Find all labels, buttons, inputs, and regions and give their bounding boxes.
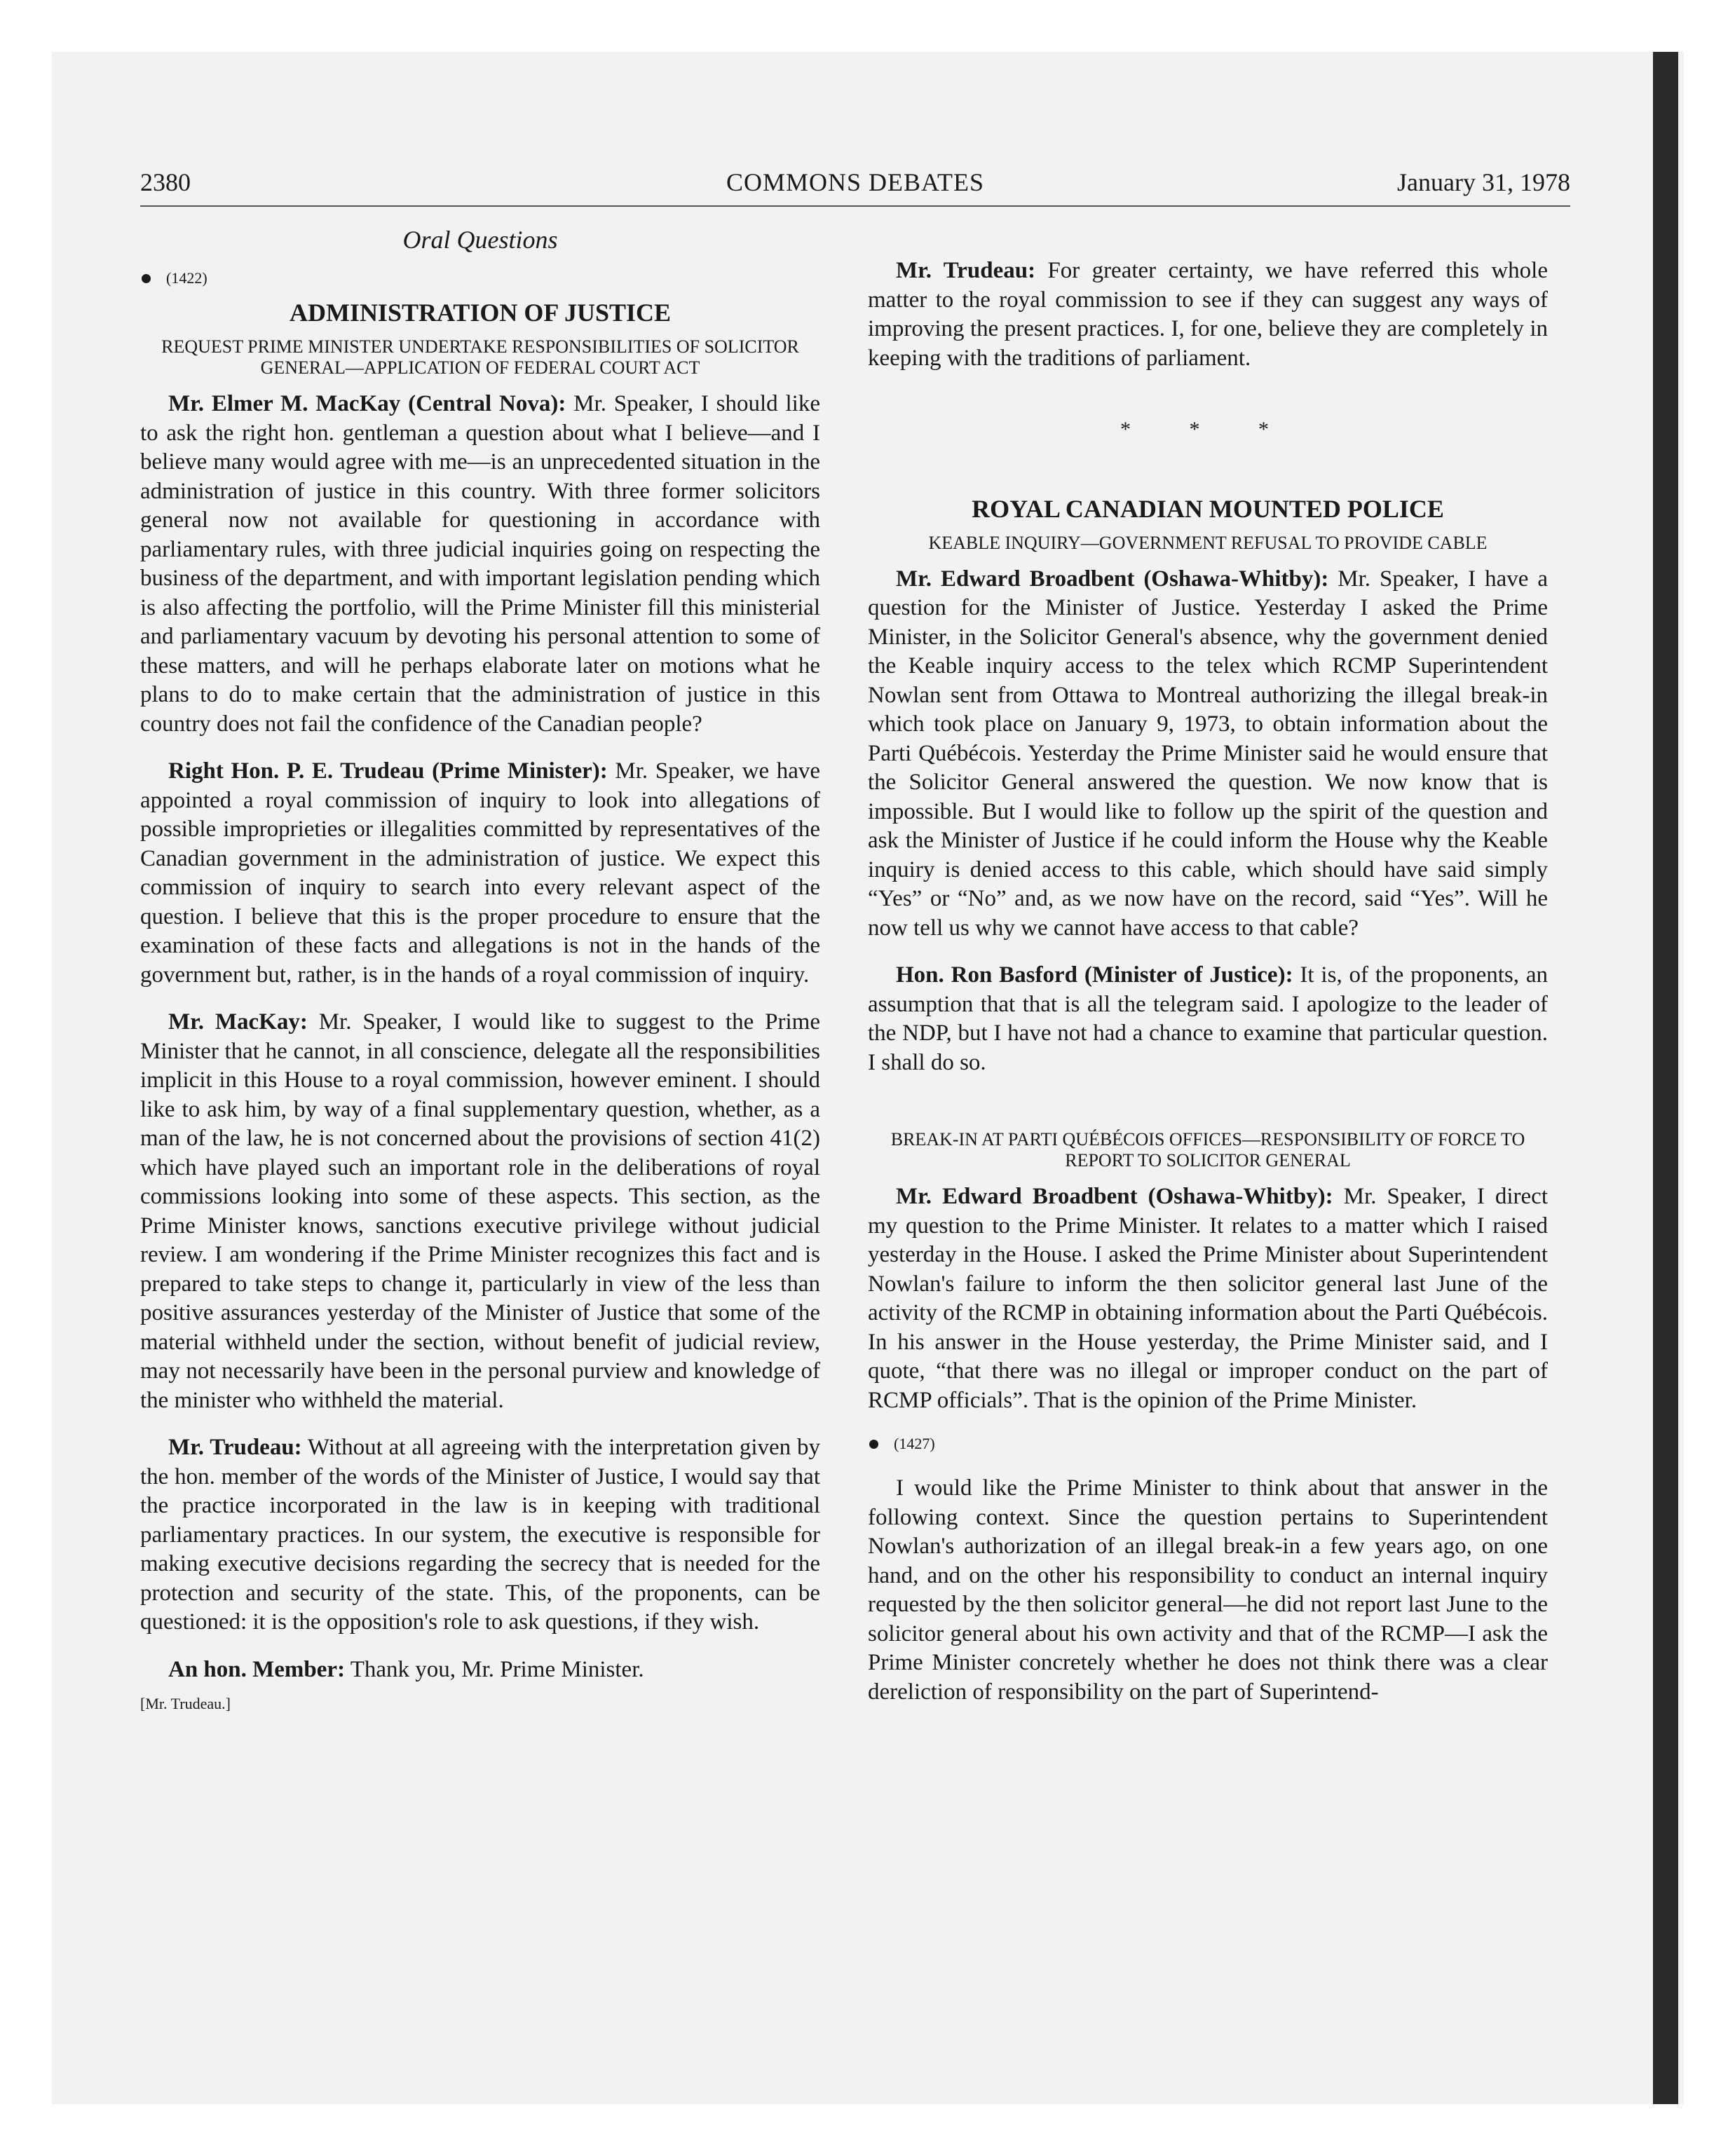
speaker-name: An hon. Member:: [168, 1656, 346, 1682]
right-column: [868, 257, 1548, 1725]
bullet-icon: [869, 1440, 878, 1449]
section-subheading: BREAK-IN AT PARTI QUÉBÉCOIS OFFICES—RESPONSIBILITY OF FORCE TO REPORT TO SOLICITOR GENERAL: [890, 1129, 1525, 1171]
speech-text: Without at all agreeing with the interpretation given by the hon. member of the words of the Minister of Justice, I would say that the practice incorporated in the law is in keeping with traditional parliamentary practices. In our system, the executive is responsible for making executive decisions regarding the secrecy that is needed for the protection and security of the state. This, of the proponents, can be questioned: it is the opposition's role to ask questions, if they wish.: [140, 1435, 820, 1635]
time-marker: [140, 268, 820, 289]
speech-paragraph: [140, 1433, 820, 1637]
speech-text: Mr. Speaker, we have appointed a royal commission of inquiry to look into allegations of possible improprieties or illegalities committed by representatives of the Canadian government in the administration of justice. We expect this commission of inquiry to search into every relevant aspect of the question. I believe that this is the proper procedure to ensure that the examination of these facts and allegations is not in the hands of the government but, rather, is in the hands of a royal commission of inquiry.: [140, 758, 820, 988]
speaker-name: Mr. MacKay:: [168, 1009, 308, 1035]
section-heading: ADMINISTRATION OF JUSTICE: [289, 299, 672, 327]
speaker-name: Mr. Edward Broadbent (Oshawa-Whitby):: [896, 566, 1329, 592]
speech-paragraph: [868, 257, 1548, 373]
speech-text: Mr. Speaker, I direct my question to the Prime Minister. It relates to a matter which I raised yesterday in the House. I asked the Prime Minister about Superintendent Nowlan's failure to inform the then solicitor general last June of the activity of the RCMP in obtaining information about the Parti Québécois. In his answer in the House yesterday, the Prime Minister said, and I quote, “that there was no illegal or improper conduct on the part of RCMP officials”. That is the opinion of the Prime Minister.: [868, 1184, 1548, 1413]
speech-text: It is, of the proponents, an assumption that that is all the telegram said. I apologize to the leader of the NDP, but I have not had a chance to examine that particular question. I shall do so.: [868, 962, 1548, 1075]
left-column: [140, 224, 820, 1714]
page-number: 2380: [140, 168, 191, 196]
header-rule: [140, 205, 1570, 207]
speech-text: Mr. Speaker, I have a question for the Minister of Justice. Yesterday I asked the Prime Minister, in the Solicitor General's absence, why the government denied the Keable inquiry access to the telex which RCMP Superintendent Nowlan sent from Ottawa to Montreal authorizing the illegal break-in which took place on January 9, 1973, to obtain information about the Parti Québécois. Yesterday the Prime Minister said he would ensure that the Solicitor General answered the question. We now know that is impossible. But I would like to follow up the spirit of the question and ask the Minister of Justice if he could inform the House why the Keable inquiry is denied access to this cable, which should have said simply “Yes” or “No” and, as we now have on the record, said “Yes”. Will he now tell us why we cannot have access to that cable?: [868, 566, 1549, 941]
speaker-name: Right Hon. P. E. Trudeau (Prime Minister):: [168, 758, 608, 784]
speech-paragraph: [868, 961, 1548, 1077]
time-marker: [868, 1433, 1548, 1454]
time-marker-text: (1427): [894, 1435, 935, 1452]
spacer: [868, 1096, 1548, 1129]
speaker-name: Mr. Edward Broadbent (Oshawa-Whitby):: [896, 1184, 1333, 1209]
speech-text: Mr. Speaker, I should like to ask the right hon. gentleman a question about what I believe—and I believe many would agree with me—is an unprecedented situation in the administration of justice in this country. With three former solicitors general now not available for questioning in accordance with parliamentary rules, with three judicial inquiries going on respecting the business of the department, and with important legislation pending which is also affecting the portfolio, will the Prime Minister fill this ministerial and parliamentary vacuum by devoting his personal attention to some of these matters, and will he perhaps elaborate later on motions what he plans to do to make certain that the administration of justice in this country does not fail the confidence of the Canadian people?: [140, 391, 820, 737]
speaker-name: Mr. Trudeau:: [168, 1435, 302, 1460]
speaker-name: Mr. Elmer M. MacKay (Central Nova):: [168, 391, 566, 416]
publication-title: COMMONS DEBATES: [726, 168, 985, 196]
speech-paragraph: [140, 390, 820, 739]
speech-text: I would like the Prime Minister to think about that answer in the following context. Since the question pertains to Superintendent Nowlan's authorization of an illegal break-in a few years ago, on one hand, and on the other his responsibility to conduct an internal inquiry requested by the then solicitor general—he did not report last June to the solicitor general about his own activity and that of the RCMP—I ask the Prime Minister concretely whether he does not think there was a clear dereliction of responsibility on the part of Superintend-: [868, 1475, 1548, 1705]
speech-text: Thank you, Mr. Prime Minister.: [345, 1656, 644, 1682]
bullet-icon: [142, 274, 151, 283]
speaker-name: Mr. Trudeau:: [896, 258, 1036, 283]
speaker-name: Hon. Ron Basford (Minister of Justice):: [896, 962, 1293, 988]
publication-date: January 31, 1978: [1397, 168, 1570, 196]
section-heading: ROYAL CANADIAN MOUNTED POLICE: [972, 494, 1444, 523]
section-subheading: REQUEST PRIME MINISTER UNDERTAKE RESPONSIBILITIES OF SOLICITOR GENERAL—APPLICATION OF FEDERAL COURT ACT: [161, 336, 799, 378]
section-separator: * * *: [1120, 418, 1295, 441]
time-marker-text: (1422): [166, 269, 207, 287]
section-tag: Oral Questions: [402, 226, 558, 254]
speaker-attribution: [Mr. Trudeau.]: [140, 1695, 231, 1712]
scan-edge-bar: [1653, 52, 1678, 2104]
speech-paragraph: [868, 1182, 1548, 1415]
speech-paragraph: [140, 1008, 820, 1415]
speech-text: Mr. Speaker, I would like to suggest to the Prime Minister that he cannot, in all conscience, delegate all the responsibilities implicit in this House to a royal commission, however eminent. I should like to ask him, by way of a final supplementary question, whether, as a man of the law, he is not concerned about the provisions of section 41(2) which have played such an important role in the deliberations of royal commissions looking into some of these aspects. This section, as the Prime Minister knows, sanctions executive privilege without judicial review. I am wondering if the Prime Minister recognizes this fact and is prepared to take steps to change it, particularly in view of the less than positive assurances yesterday of the Minister of Justice that some of the material withheld under the section, without benefit of judicial review, may not necessarily have been in the personal purview and knowledge of the minister who withheld the material.: [140, 1009, 820, 1413]
speech-paragraph: [140, 1656, 820, 1685]
speech-text: For greater certainty, we have referred this whole matter to the royal commission to see if they can suggest any ways of improving the present practices. I, for one, believe they are completely in keeping with the traditions of parliament.: [868, 258, 1548, 371]
section-subheading: KEABLE INQUIRY—GOVERNMENT REFUSAL TO PROVIDE CABLE: [928, 532, 1488, 553]
speech-paragraph: [868, 565, 1548, 943]
speech-paragraph: [868, 1474, 1548, 1707]
speech-paragraph: [140, 757, 820, 990]
